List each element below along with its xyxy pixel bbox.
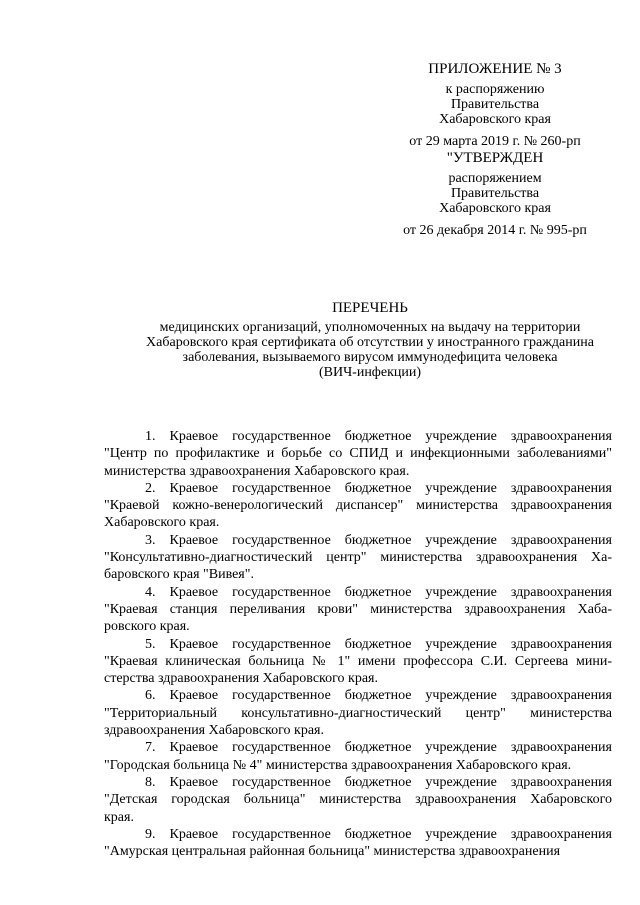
list-item [104,532,612,584]
approved-line: распоряжением [448,171,542,186]
list-item-line: "Городская больница № 4" министерства здравоохранения Хабаровского края. [104,757,572,773]
appendix-block [370,62,620,149]
list-item [104,774,612,826]
list-item-line: баровского края "Вивея". [104,567,254,583]
list-item-line: "Краевая клиническая больница № 1" имени профессора С.И. Сергеева мини- [104,653,612,669]
list-item-line: "Консультативно-диагностический центр" министерства здравоохранения Ха- [104,550,612,566]
document-heading [110,300,630,380]
heading-subtitle-line: медицинских организаций, уполномоченных на выдачу на территории [159,320,581,335]
list-item-line: "Краевая станция переливания крови" министерства здравоохранения Хаба- [104,601,612,617]
list-item-line: "Детская городская больница" министерства здравоохранения Хабаровского [104,792,612,808]
list-item-line: 7. Краевое государственное бюджетное учреждение здравоохранения [145,740,612,756]
list-item-line: 4. Краевое государственное бюджетное учреждение здравоохранения [145,584,612,600]
list-item-line: 5. Краевое государственное бюджетное учреждение здравоохранения [145,636,612,652]
heading-title: ПЕРЕЧЕНЬ [332,300,408,316]
approved-title: "УТВЕРЖДЕН [446,150,544,166]
list-item [104,480,612,532]
approved-block [370,151,620,238]
appendix-date: от 29 марта 2019 г. № 260-рп [409,134,581,149]
list-item [104,636,612,688]
list-item-line: 1. Краевое государственное бюджетное учреждение здравоохранения [145,429,612,444]
list-item-line: края. [104,809,134,825]
organization-list [104,428,612,860]
list-item-line: "Территориальный консультативно-диагностический центр" министерства [104,705,612,721]
list-item [104,739,612,774]
list-item [104,428,612,480]
heading-subtitle-line: (ВИЧ-инфекции) [318,365,422,380]
list-item-line: 2. Краевое государственное бюджетное учреждение здравоохранения [145,480,612,496]
list-item-line: "Амурская центральная районная больница" министерства здравоохранения [104,844,561,860]
list-item [104,584,612,636]
list-item [104,687,612,739]
list-item-line: 9. Краевое государственное бюджетное учреждение здравоохранения [145,826,612,842]
list-item-line: стерства здравоохранения Хабаровского края. [104,671,378,687]
appendix-line: к распоряжению [445,82,545,97]
appendix-line: Хабаровского края [439,112,551,127]
list-item-line: здравоохранения Хабаровского края. [104,723,324,739]
approved-line: Правительства [450,186,540,201]
list-item-line: "Центр по профилактике и борьбе со СПИД и инфекционными заболеваниями" [104,446,612,462]
heading-subtitle-line: Хабаровского края сертификата об отсутствии у иностранного гражданина [146,335,594,350]
list-item-line: ровского края. [104,619,190,635]
appendix-line: Правительства [450,97,540,112]
approved-line: Хабаровского края [439,201,551,216]
list-item-line: министерства здравоохранения Хабаровского края. [104,463,410,479]
appendix-title: ПРИЛОЖЕНИЕ № 3 [428,61,562,77]
list-item [104,826,612,861]
list-item-line: 6. Краевое государственное бюджетное учреждение здравоохранения [145,688,612,704]
list-item-line: Хабаровского края. [104,515,220,531]
list-item-line: "Краевой кожно-венерологический диспансер" министерства здравоохранения [104,498,612,514]
list-item-line: 8. Краевое государственное бюджетное учреждение здравоохранения [145,774,612,790]
heading-subtitle-line: заболевания, вызываемого вирусом иммунодефицита человека [182,350,558,365]
approved-date: от 26 декабря 2014 г. № 995-рп [403,223,587,238]
list-item-line: 3. Краевое государственное бюджетное учреждение здравоохранения [145,532,612,548]
